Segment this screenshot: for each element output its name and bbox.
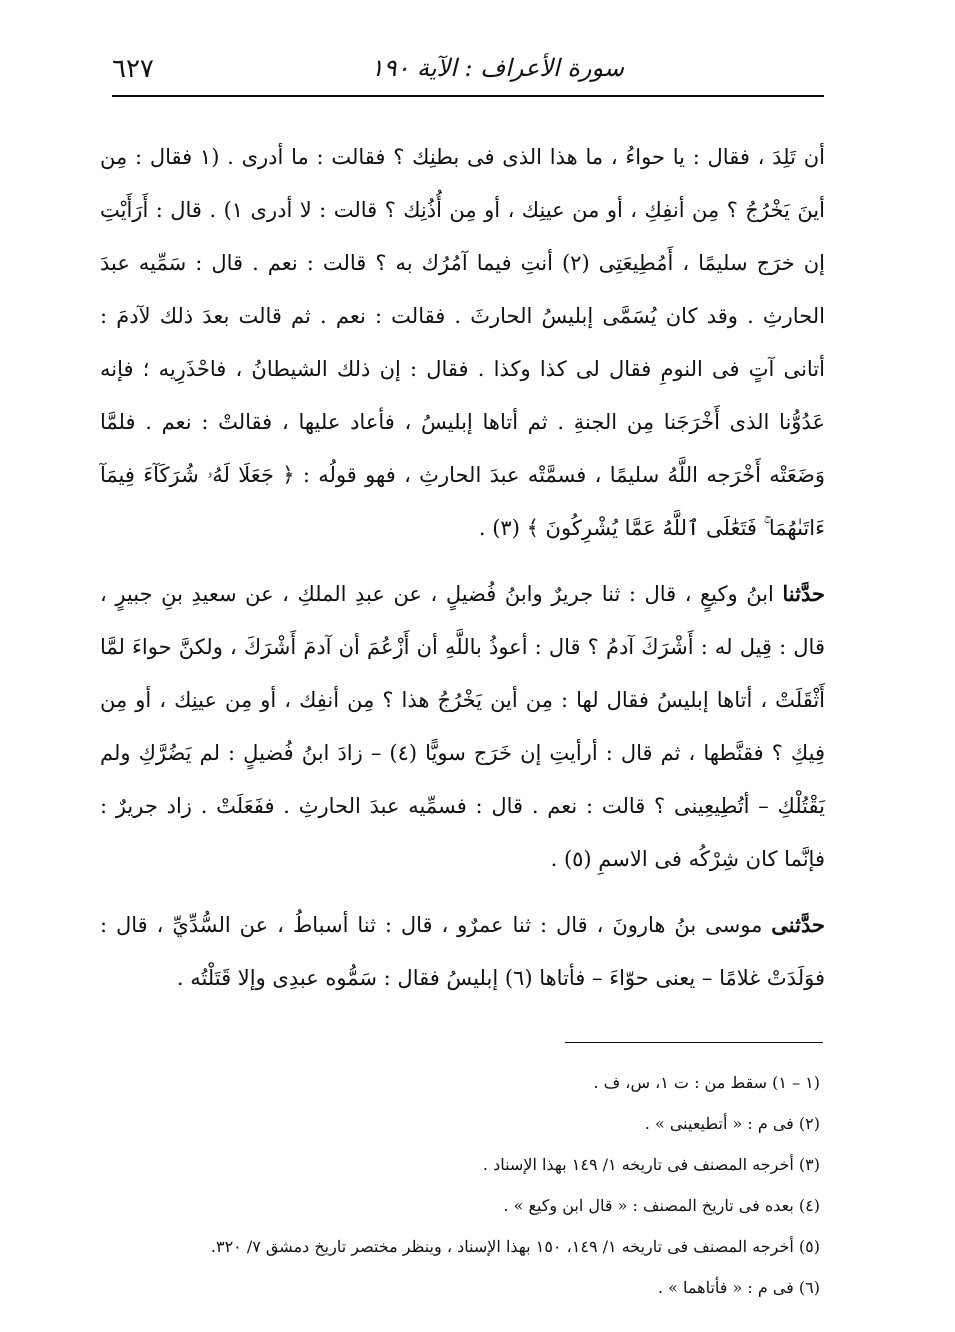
header-rule [112,95,824,97]
paragraph-lead: حدَّثنا [782,581,825,606]
paragraph-text: أن تَلِدَ ، فقال : يا حواءُ ، ما هذا الذى فى بطنِك ؟ فقالت : ما أدرى . (١ فقال : مِن أينَ يَخْرُجُ ؟ مِن أنفِكِ ، أو من عينِك ، أو مِن أُذُنِك ؟ قالت : لا أدرى ١) . قال : أَرَأَيْتِ إن خرَج سليمًا ، أَمُطِيعَتِى (٢) أنتِ فيما آمُرُك به ؟ قالت : نعم . قال : سَمِّيه عبدَ الحارثِ . وقد كان يُسَمَّى إبليسُ الحارثَ . فقالت : نعم . ثم قالت بعدَ ذلك لآدمَ : أتانى آتٍ فى النومِ فقال لى كذا وكذا . فقال : إن ذلك الشيطانُ ، فاحْذَرِيه ؛ فإنه عَدُوُّنا الذى أَخْرَجَنا مِن الجنةِ . ثم أتاها إبليسُ ، فأعاد عليها ، فقالتْ : نعم . فلمَّا وَضَعَتْه أَخْرَجه اللَّهُ سليمًا ، فسمَّتْه عبدَ الحارثِ ، فهو قولُه : ﴿ جَعَلَا لَهُۥ شُرَكَآءَ فِيمَآ ءَاتَىٰهُمَا ۚ فَتَعَٰلَى ٱللَّهُ عَمَّا يُشْرِكُونَ ﴾ (٣) . [100,145,825,540]
paragraph [100,567,825,886]
paragraph-text: موسى بنُ هارونَ ، قال : ثنا عمرٌو ، قال : ثنا أسباطُ ، عن السُّدِّيِّ ، قال : فوَلَدَتْ غلامًا – يعنى حوّاءَ – فأتاها (٦) إبليسُ فقال : سَمُّوه عبدِى وإلا قَتَلْتُه . [100,913,825,990]
running-title: سورة الأعراف : الآية ١٩٠ [370,54,624,82]
paragraph-text: ابنُ وكيعٍ ، قال : ثنا جريرٌ وابنُ فُضيلٍ ، عن عبدِ الملكِ ، عن سعيدِ بنِ جبيرٍ ، قال : قِيل له : أَشْرَكَ آدمُ ؟ قال : أعوذُ باللَّهِ أن أَزْعُمَ أن آدمَ أَشْرَكَ ، ولكنَّ حواءَ لمَّا أَثْقَلَتْ ، أتاها إبليسُ فقال لها : مِن أين يَخْرُجُ هذا ؟ مِن أنفِك ، أو مِن عينِك ، أو مِن فِيكِ ؟ فقنَّطها ، ثم قال : أرأيتِ إن خَرَج سويًّا (٤) – زادَ ابنُ فُضيلٍ : لم يَضُرَّكِ ولم يَقْتُلْكِ – أتُطِيعِينى ؟ قالت : نعم . قال : فسمِّيه عبدَ الحارثِ . ففَعَلَتْ . زاد جريرٌ : فإنَّما كان شِرْكُه فى الاسمِ (٥) . [100,582,825,871]
paragraph-lead: حدَّثنى [771,912,825,937]
footnote: (٢) فى م : « أتطيعينى » . [644,1114,820,1133]
main-text [100,130,825,1005]
footnotes [100,1062,820,1308]
footnote: (٤) بعده فى تاريخ المصنف : « قال ابن وكيع » . [503,1196,820,1215]
page-header [112,50,824,90]
footnote: (٥) أخرجه المصنف فى تاريخه ١/ ١٤٩، ١٥٠ بهذا الإسناد ، وينظر مختصر تاريخ دمشق ٧/ ٣٢٠. [210,1237,820,1256]
footnote: (١ – ١) سقط من : ت ١، س، ف . [593,1073,820,1092]
footnote: (٣) أخرجه المصنف فى تاريخه ١/ ١٤٩ بهذا الإسناد . [482,1155,820,1174]
paragraph [100,130,825,555]
paragraph [100,898,825,1005]
footnote-rule [565,1042,823,1043]
page-number: ٦٢٧ [112,54,154,84]
footnote: (٦) فى م : « فأتاهما » . [657,1278,820,1297]
